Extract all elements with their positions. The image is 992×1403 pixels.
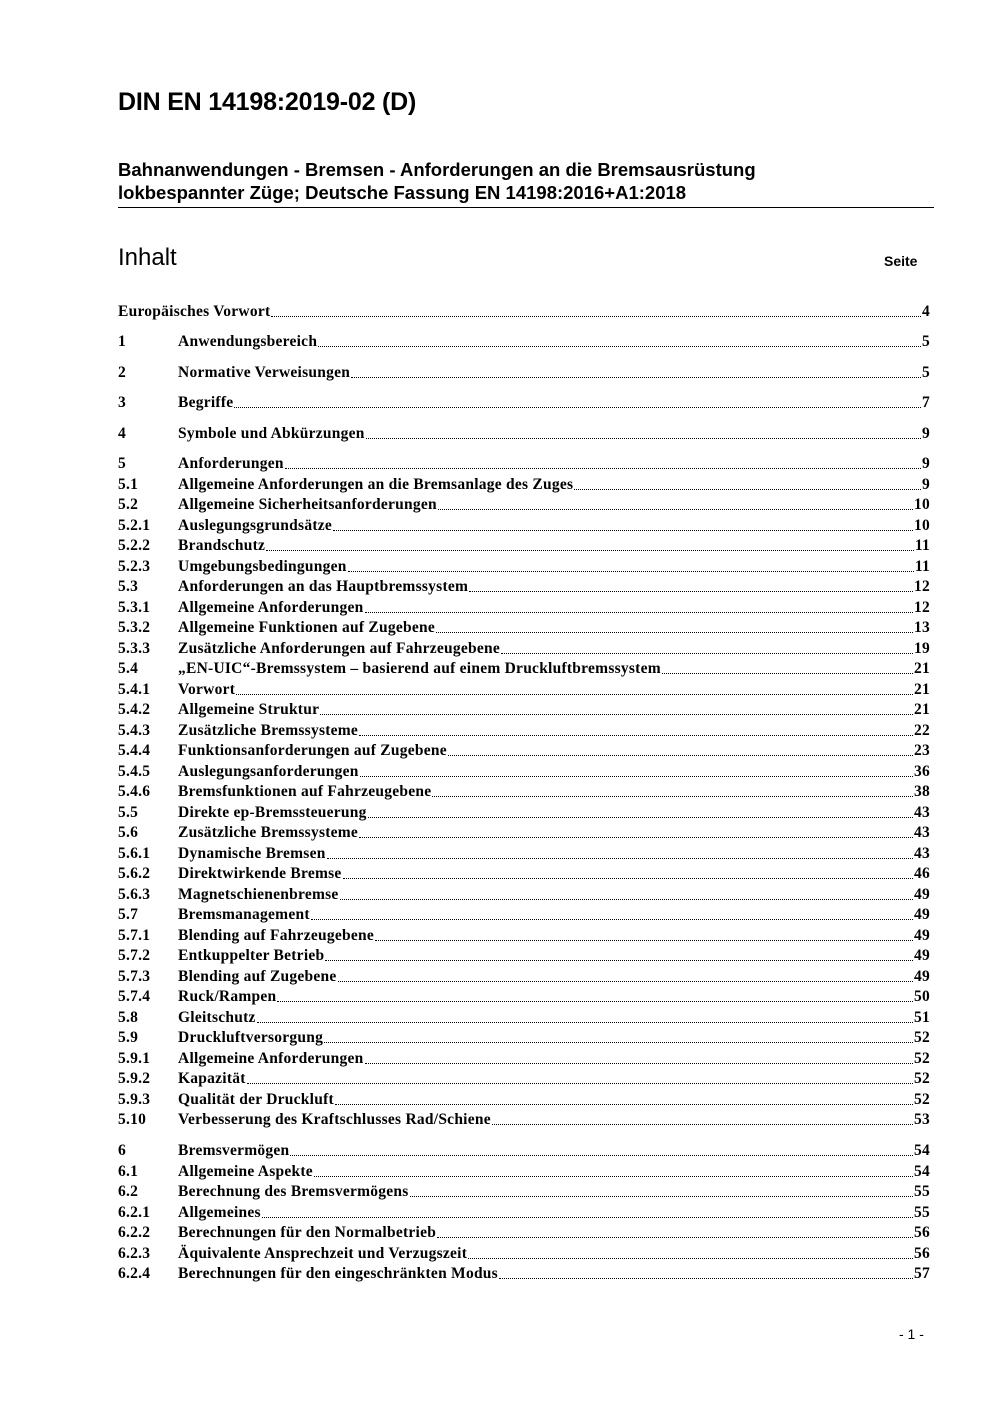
dot-leader [266,549,914,551]
toc-entry-title[interactable]: Bremsmanagement [178,906,310,923]
toc-entry-number: 4 [118,425,126,442]
toc-entry-page[interactable]: 55 [914,1204,930,1221]
toc-entry-title[interactable]: Normative Verweisungen [178,364,351,381]
dot-leader [365,1062,913,1064]
toc-entry-page[interactable]: 49 [914,968,930,985]
toc-entry-page[interactable]: 36 [914,763,930,780]
toc-entry-number: 5.2 [118,496,139,513]
toc-entry-title[interactable]: Anforderungen [178,455,284,472]
toc-entry-page[interactable]: 56 [914,1224,930,1241]
toc-entry[interactable] [118,1049,930,1069]
toc-entry[interactable] [118,516,930,536]
toc-entry-page[interactable]: 21 [914,681,930,698]
toc-entry-page[interactable]: 4 [922,303,930,320]
dot-leader [662,672,913,674]
toc-entry-page[interactable]: 50 [914,988,930,1005]
toc-entry-title[interactable]: Bremsfunktionen auf Fahrzeugebene [178,783,432,800]
toc-entry-page[interactable]: 52 [914,1091,930,1108]
dot-leader [262,1216,913,1218]
toc-entry-number: 5.3.2 [118,619,151,636]
toc-entry-page[interactable]: 55 [914,1183,930,1200]
toc-entry-title[interactable]: Bremsvermögen [178,1142,290,1159]
toc-entry-page[interactable]: 54 [914,1142,930,1159]
toc-entry-title[interactable]: Umgebungsbedingungen [178,558,347,575]
toc-entry-title[interactable]: Verbesserung des Kraftschlusses Rad/Schiene [178,1111,491,1128]
dot-leader [375,939,913,941]
toc-entry-number: 5.10 [118,1111,147,1128]
toc-entry-title[interactable]: Brandschutz [178,537,266,554]
toc-entry[interactable] [118,803,930,823]
toc-entry-page[interactable]: 13 [914,619,930,636]
toc-entry-title[interactable]: Berechnungen für den eingeschränkten Modus [178,1265,498,1282]
dot-leader [359,734,913,736]
toc-entry[interactable] [118,557,930,577]
toc-entry-number: 6.2.1 [118,1204,151,1221]
toc-entry-number: 5.7.1 [118,927,151,944]
toc-entry-number: 6.2.3 [118,1245,151,1262]
toc-entry-title[interactable]: Gleitschutz [178,1009,256,1026]
toc-entry-page[interactable]: 43 [914,845,930,862]
toc-entry-page[interactable]: 38 [914,783,930,800]
dot-leader [501,652,913,654]
toc-entry-page[interactable]: 53 [914,1111,930,1128]
toc-entry[interactable] [118,741,930,761]
toc-entry-title[interactable]: Direkte ep-Bremssteuerung [178,804,367,821]
toc-entry-title[interactable]: Allgemeines [178,1204,261,1221]
toc-entry-number: 5.7.4 [118,988,151,1005]
toc-entry-page[interactable]: 43 [914,804,930,821]
document-id: DIN EN 14198:2019-02 (D) [118,88,417,116]
toc-entry-page[interactable]: 11 [914,537,930,554]
toc-entry-title[interactable]: Vorwort [178,681,236,698]
toc-entry-title[interactable]: Berechnung des Bremsvermögens [178,1183,409,1200]
toc-entry-title[interactable]: Europäisches Vorwort [118,303,271,320]
dot-leader [359,836,913,838]
toc-entry-number: 5.4 [118,660,139,677]
dot-leader [365,611,913,613]
toc-entry-title[interactable]: Äquivalente Ansprechzeit und Verzugszeit [178,1245,468,1262]
toc-entry[interactable] [118,885,930,905]
toc-entry-number: 5.5 [118,804,139,821]
dot-leader [290,1154,913,1156]
toc-entry-title[interactable]: Funktionsanforderungen auf Zugebene [178,742,447,759]
toc-entry[interactable] [118,618,930,638]
dot-leader [469,590,913,592]
toc-entry-number: 5.2.3 [118,558,151,575]
toc-entry[interactable] [118,1090,930,1110]
toc-entry-page[interactable]: 54 [914,1163,930,1180]
toc-entry-page[interactable]: 5 [922,364,930,381]
toc-entry-page[interactable]: 11 [914,558,930,575]
toc-entry[interactable] [118,1008,930,1028]
toc-entry[interactable] [118,1162,930,1182]
toc-entry-number: 5.4.1 [118,681,151,698]
toc-entry-page[interactable]: 49 [914,947,930,964]
dot-leader [320,713,913,715]
toc-entry-number: 3 [118,394,126,411]
toc-entry-number: 5.9.2 [118,1070,151,1087]
toc-entry-title[interactable]: Anforderungen an das Hauptbremssystem [178,578,469,595]
toc-entry[interactable] [118,1141,930,1161]
toc-entry[interactable] [118,393,930,413]
toc-entry-title[interactable]: Auslegungsgrundsätze [178,517,332,534]
toc-entry-number: 5.6.3 [118,886,151,903]
toc-entry-page[interactable]: 10 [914,496,930,513]
dot-leader [368,816,913,818]
toc-entry-title[interactable]: Allgemeine Aspekte [178,1163,313,1180]
toc-entry[interactable] [118,536,930,556]
dot-leader [348,570,914,572]
toc-entry[interactable] [118,721,930,741]
toc-entry-page[interactable]: 23 [914,742,930,759]
toc-entry-page[interactable]: 7 [922,394,930,411]
toc-entry[interactable] [118,1182,930,1202]
dot-leader [311,918,913,920]
toc-entry[interactable] [118,639,930,659]
toc-heading: Inhalt [118,244,177,271]
toc-entry-number: 5.3.1 [118,599,151,616]
toc-entry-number: 5.4.6 [118,783,151,800]
toc-entry-title[interactable]: Zusätzliche Bremssysteme [178,722,359,739]
toc-entry[interactable] [118,967,930,987]
toc-entry[interactable] [118,363,930,383]
dot-leader [448,754,913,756]
dot-leader [277,1000,913,1002]
toc-entry-title[interactable]: Allgemeine Funktionen auf Zugebene [178,619,435,636]
dot-leader [314,1175,913,1177]
dot-leader [333,529,913,531]
dot-leader [285,467,921,469]
toc-entry[interactable] [118,302,930,322]
toc-entry[interactable] [118,987,930,1007]
toc-entry-title[interactable]: „EN-UIC“-Bremssystem – basierend auf einem Druckluftbremssystem [178,660,661,677]
toc-entry-number: 5.1 [118,476,139,493]
toc-entry-number: 2 [118,364,126,381]
toc-entry[interactable] [118,454,930,474]
toc-entry-page[interactable]: 43 [914,824,930,841]
dot-leader [468,1257,913,1259]
dot-leader [271,315,921,317]
toc-entry[interactable] [118,864,930,884]
toc-entry[interactable] [118,1110,930,1130]
toc-entry[interactable] [118,1223,930,1243]
toc-entry-number: 5.6.1 [118,845,151,862]
toc-entry-title[interactable]: Blending auf Zugebene [178,968,337,985]
toc-entry-page[interactable]: 46 [914,865,930,882]
toc-entry-page[interactable]: 19 [914,640,930,657]
dot-leader [247,1082,913,1084]
dot-leader [324,1041,913,1043]
toc-entry-title[interactable]: Direktwirkende Bremse [178,865,342,882]
toc-entry-page[interactable]: 22 [914,722,930,739]
toc-entry-title[interactable]: Magnetschienenbremse [178,886,339,903]
toc-entry-title[interactable]: Auslegungsanforderungen [178,763,359,780]
subtitle-line-1: Bahnanwendungen - Bremsen - Anforderungen an die Bremsausrüstung [118,159,756,180]
dot-leader [574,488,921,490]
toc-entry-title[interactable]: Allgemeine Struktur [178,701,320,718]
toc-entry[interactable] [118,844,930,864]
toc-entry-page[interactable]: 5 [922,333,930,350]
dot-leader [436,631,913,633]
toc-entry-number: 6.1 [118,1163,139,1180]
toc-entry-page[interactable]: 49 [914,906,930,923]
toc-entry-number: 5.4.4 [118,742,151,759]
toc-entry-title[interactable]: Blending auf Fahrzeugebene [178,927,374,944]
toc-entry[interactable] [118,1264,930,1284]
toc-entry-number: 5.3.3 [118,640,151,657]
toc-entry-number: 5.7.3 [118,968,151,985]
toc-entry-title[interactable]: Entkuppelter Betrieb [178,947,325,964]
toc-entry-page[interactable]: 51 [914,1009,930,1026]
toc-entry[interactable] [118,1028,930,1048]
toc-entry-title[interactable]: Ruck/Rampen [178,988,277,1005]
dot-leader [360,775,913,777]
toc-entry[interactable] [118,598,930,618]
toc-entry-page[interactable]: 9 [922,425,930,442]
toc-entry-number: 5.7 [118,906,139,923]
toc-entry-number: 5.4.2 [118,701,151,718]
toc-entry-title[interactable]: Allgemeine Anforderungen [178,1050,364,1067]
page-number: - 1 - [899,1326,924,1342]
dot-leader [335,1103,913,1105]
page-column-label: Seite [884,253,918,269]
dot-leader [343,877,913,879]
dot-leader [438,508,913,510]
toc-entry-title[interactable]: Symbole und Abkürzungen [178,425,365,442]
toc-entry[interactable] [118,1244,930,1264]
toc-entry-page[interactable]: 49 [914,927,930,944]
dot-leader [338,980,913,982]
toc-entry-title[interactable]: Berechnungen für den Normalbetrieb [178,1224,437,1241]
dot-leader [437,1236,913,1238]
dot-leader [492,1123,913,1125]
toc-entry-page[interactable]: 56 [914,1245,930,1262]
dot-leader [257,1021,913,1023]
toc-entry[interactable] [118,680,930,700]
toc-entry-number: 5.2.1 [118,517,151,534]
toc-entry-number: 5.8 [118,1009,139,1026]
toc-entry-number: 5.3 [118,578,139,595]
toc-entry-title[interactable]: Zusätzliche Bremssysteme [178,824,359,841]
toc-entry[interactable] [118,823,930,843]
toc-entry-page[interactable]: 49 [914,886,930,903]
dot-leader [432,795,913,797]
dot-leader [234,406,921,408]
dot-leader [351,376,921,378]
toc-entry-number: 5.6.2 [118,865,151,882]
toc-entry[interactable] [118,475,930,495]
toc-entry-number: 6.2.2 [118,1224,151,1241]
toc-entry-title[interactable]: Begriffe [178,394,234,411]
toc-entry[interactable] [118,762,930,782]
dot-leader [318,345,921,347]
toc-entry-number: 5.9.3 [118,1091,151,1108]
toc-entry[interactable] [118,1203,930,1223]
toc-entry-title[interactable]: Allgemeine Anforderungen an die Bremsanlage des Zuges [178,476,574,493]
toc-entry[interactable] [118,1069,930,1089]
dot-leader [366,437,921,439]
toc-entry-page[interactable]: 52 [914,1029,930,1046]
toc-entry[interactable] [118,577,930,597]
toc-entry[interactable] [118,495,930,515]
toc-entry-page[interactable]: 12 [914,578,930,595]
toc-entry-number: 6 [118,1142,126,1159]
toc-entry-number: 5 [118,455,126,472]
toc-entry[interactable] [118,700,930,720]
subtitle-line-2: lokbespannter Züge; Deutsche Fassung EN 14198:2016+A1:2018 [118,182,687,203]
toc-entry[interactable] [118,782,930,802]
toc-entry-number: 5.4.5 [118,763,151,780]
toc-entry[interactable] [118,659,930,679]
toc-entry[interactable] [118,946,930,966]
dot-leader [327,857,913,859]
toc-entry-page[interactable]: 21 [914,701,930,718]
toc-entry-title[interactable]: Allgemeine Anforderungen [178,599,364,616]
toc-entry-page[interactable]: 9 [922,476,930,493]
toc-entry[interactable] [118,926,930,946]
dot-leader [236,693,913,695]
toc-entry-title[interactable]: Allgemeine Sicherheitsanforderungen [178,496,437,513]
toc-entry-title[interactable]: Zusätzliche Anforderungen auf Fahrzeugebene [178,640,501,657]
toc-entry-number: 6.2.4 [118,1265,151,1282]
toc-entry-number: 1 [118,333,126,350]
toc-entry-title[interactable]: Druckluftversorgung [178,1029,324,1046]
toc-entry-title[interactable]: Dynamische Bremsen [178,845,326,862]
toc-entry-number: 5.2.2 [118,537,151,554]
toc-entry-number: 5.7.2 [118,947,151,964]
table-of-contents [118,0,930,1403]
toc-entry-title[interactable]: Kapazität [178,1070,246,1087]
toc-entry-number: 6.2 [118,1183,139,1200]
toc-entry[interactable] [118,905,930,925]
dot-leader [410,1195,913,1197]
toc-entry-page[interactable]: 52 [914,1050,930,1067]
dot-leader [499,1277,913,1279]
toc-entry-number: 5.9 [118,1029,139,1046]
dot-leader [340,898,913,900]
toc-entry-number: 5.6 [118,824,139,841]
toc-entry-number: 5.4.3 [118,722,151,739]
toc-entry-page[interactable]: 52 [914,1070,930,1087]
toc-entry-page[interactable]: 10 [914,517,930,534]
toc-entry-page[interactable]: 57 [914,1265,930,1282]
toc-entry-page[interactable]: 12 [914,599,930,616]
dot-leader [325,959,913,961]
toc-entry-page[interactable]: 21 [914,660,930,677]
toc-entry-title[interactable]: Qualität der Druckluft [178,1091,334,1108]
toc-entry-page[interactable]: 9 [922,455,930,472]
toc-entry-title[interactable]: Anwendungsbereich [178,333,318,350]
toc-entry[interactable] [118,332,930,352]
toc-entry-number: 5.9.1 [118,1050,151,1067]
toc-entry[interactable] [118,424,930,444]
